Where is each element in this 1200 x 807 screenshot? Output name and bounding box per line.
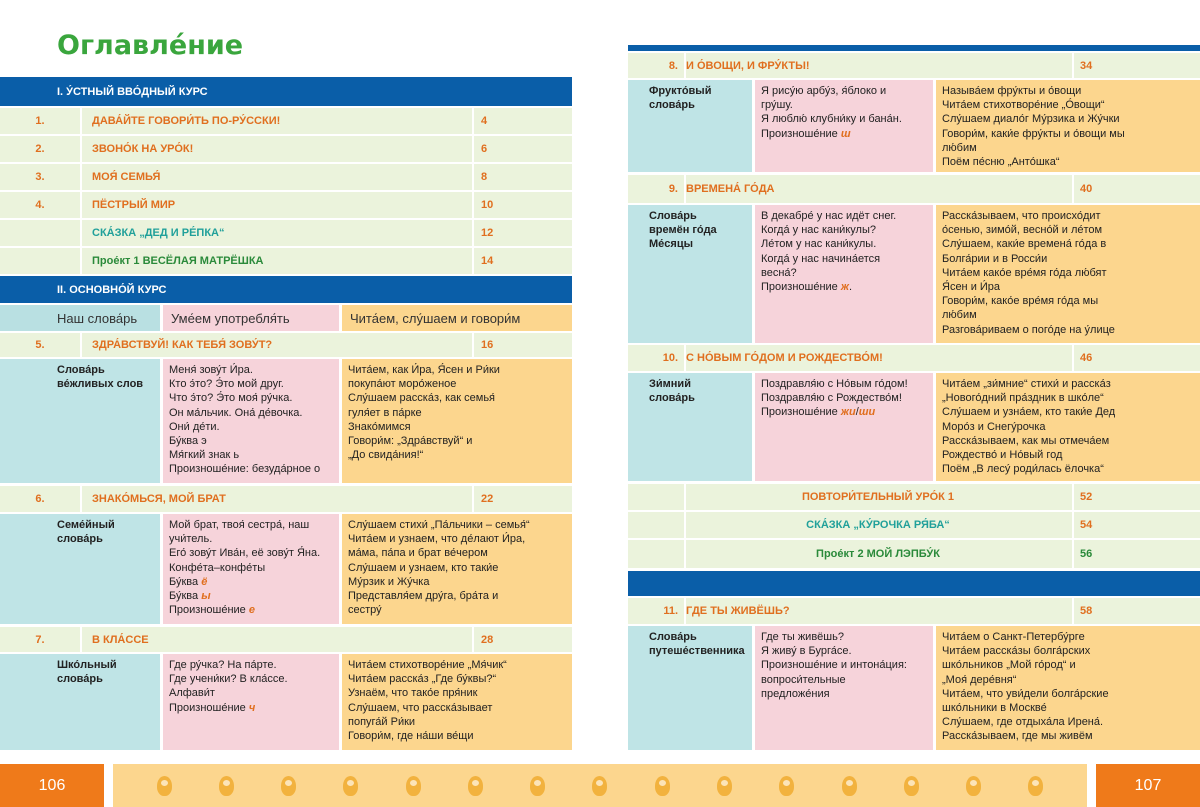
cell-line: Болга́рии и в Росси́и — [942, 252, 1048, 265]
cell-line: Мой брат, твоя́ сестра́, наш — [169, 519, 310, 531]
cell-line: предложе́ния — [761, 687, 830, 700]
toc-row-2[interactable] — [0, 136, 572, 164]
cell-line: Говори́м, каки́е фру́кты и о́вощи мы — [942, 127, 1125, 140]
cell-line: Поздравля́ю с Рождество́м! — [761, 392, 902, 405]
toc-row-page: 22 — [481, 493, 494, 505]
cell-line: сестру́ — [348, 604, 382, 617]
cell-line: покупа́ют моро́женое — [348, 378, 457, 391]
cell-line: Зи́мний — [649, 378, 691, 390]
skills-cell — [342, 514, 572, 624]
highlight-letter: ч — [248, 701, 256, 714]
matryoshka-icon — [1028, 776, 1043, 796]
vocabulary-cell — [0, 359, 160, 483]
unit-11-details — [628, 626, 1200, 750]
cell-line: Произноше́ние жи/ши — [761, 406, 876, 419]
grammar-cell — [755, 205, 933, 343]
vocabulary-cell — [628, 626, 752, 750]
cell-line: Он ма́льчик. Она́ де́вочка. — [169, 406, 303, 419]
column-header-vocabulary: Наш слова́рь — [0, 305, 160, 331]
matryoshka-icon — [219, 776, 234, 796]
skills-cell — [342, 359, 572, 483]
highlight-letter: ши — [858, 406, 876, 419]
cell-line: Знако́мимся — [348, 420, 411, 433]
unit-9-details — [628, 205, 1200, 343]
cell-line: гуля́ет в па́рке — [348, 406, 422, 419]
vocabulary-cell — [628, 80, 752, 172]
cell-line: Чита́ем, как И́ра, Я́сен и Ри́ки — [348, 364, 500, 376]
grammar-cell — [755, 80, 933, 172]
cell-line: шко́льников „Мой го́род“ и — [942, 659, 1076, 672]
toc-row-page: 34 — [1080, 59, 1093, 72]
unit-7-details — [0, 654, 572, 750]
toc-row-title: ЗДРА́ВСТВУЙ! КАК ТЕБЯ́ ЗОВУ́Т? — [92, 339, 273, 351]
cell-line: Слова́рь — [57, 364, 105, 376]
toc-row-5[interactable] — [0, 333, 572, 359]
cell-line: Поём пе́сню „Анто́шка“ — [942, 156, 1060, 169]
cell-line: Слова́рь — [649, 631, 697, 643]
cell-line: Слу́шаем, где отдыха́ла Ирена́. — [942, 716, 1104, 729]
cell-line: Что э́то? Э́то моя́ ру́чка. — [169, 392, 293, 405]
toc-row-number: 3. — [35, 171, 45, 183]
cell-line: Я́сен и И́ра — [942, 281, 1001, 294]
cell-line: Я люблю́ клубни́ку и бана́н. — [761, 113, 902, 126]
cell-line: Произноше́ние: безуда́рное о — [169, 463, 321, 476]
cell-line: Мя́гкий знак ь — [169, 449, 240, 462]
toc-row-number: 4. — [35, 199, 45, 211]
cell-line: Меня́ зову́т И́ра. — [169, 364, 253, 376]
cell-line: Рождество́ и Но́вый год — [942, 449, 1063, 462]
cell-line: Шко́льный — [57, 659, 117, 671]
toc-row-page: 56 — [1080, 548, 1093, 560]
toc-row-title: ПОВТОРИ́ТЕЛЬНЫЙ УРО́К 1 — [801, 491, 955, 503]
toc-row-title: ПЁСТРЫЙ МИР — [92, 199, 176, 211]
cell-line: Слу́шаем и узнаем, кто таки́е — [348, 561, 499, 574]
matryoshka-icon — [530, 776, 545, 796]
toc-row-number — [628, 540, 684, 568]
cell-line: слова́рь — [649, 392, 695, 405]
toc-row-7[interactable] — [0, 627, 572, 654]
cell-line: слова́рь — [57, 673, 103, 686]
toc-row-page: 6 — [481, 143, 488, 155]
matryoshka-icon — [655, 776, 670, 796]
cell-line: вопроси́тельные — [761, 673, 846, 686]
matryoshka-icon — [157, 776, 172, 796]
cell-line: Поздравля́ю с Но́вым го́дом! — [761, 378, 908, 390]
toc-row-title: СКА́ЗКА „КУ́РОЧКА РЯ́БА“ — [806, 519, 950, 531]
vocabulary-cell — [628, 205, 752, 343]
toc-row-review-1[interactable] — [628, 484, 1200, 512]
cell-line: Чита́ем расска́зы болга́рских — [942, 645, 1091, 658]
toc-row-number: 6. — [35, 493, 45, 505]
cell-line: Расска́зываем, как мы отмеча́ем — [942, 434, 1110, 447]
cell-line: лю́бим — [942, 141, 977, 154]
cell-line: Говори́м, где на́ши ве́щи — [348, 730, 474, 743]
cell-line: Его́ зову́т Ива́н, её зову́т Я́на. — [169, 547, 321, 560]
matryoshka-icon — [406, 776, 421, 796]
toc-row-title: Прое́кт 2 МОЙ ЛЭПБУ́К — [816, 548, 940, 560]
highlight-letter: е — [248, 604, 255, 617]
section-header-1: I. У́СТНЫЙ ВВО́ДНЫЙ КУРС — [0, 77, 572, 106]
toc-row-number — [0, 248, 80, 274]
cell-line: Чита́ем како́е вре́мя го́да лю́бят — [942, 266, 1107, 279]
cell-line: Они́ де́ти. — [169, 420, 220, 433]
toc-row-project-1[interactable] — [0, 248, 572, 276]
cell-line: Слова́рь — [649, 210, 697, 222]
vocabulary-cell — [0, 514, 160, 624]
grammar-cell — [163, 514, 339, 624]
grammar-cell — [755, 626, 933, 750]
toc-row-title: Прое́кт 1 ВЕСЁЛАЯ МАТРЁШКА — [92, 255, 264, 267]
matryoshka-strip — [113, 764, 1087, 807]
toc-row-title: И О́ВОЩИ, И ФРУ́КТЫ! — [686, 59, 810, 72]
toc-row-page: 54 — [1080, 519, 1093, 531]
toc-row-title: В КЛА́ССЕ — [92, 633, 149, 646]
cell-line: Алфави́т — [169, 687, 215, 700]
cell-line: Называ́ем фру́кты и о́вощи — [942, 85, 1082, 97]
cell-line: Говори́м, како́е вре́мя го́да мы — [942, 295, 1099, 308]
cell-line: Фрукто́вый — [649, 85, 712, 97]
cell-line: Разгова́риваем о пого́де на у́лице — [942, 323, 1115, 336]
cell-line: Чита́ем о Санкт-Петербу́рге — [942, 631, 1085, 643]
page-title: Оглавле́ние — [57, 30, 244, 61]
toc-row-8[interactable] — [628, 53, 1200, 80]
skills-cell — [936, 205, 1200, 343]
cell-line: Когда́ у нас кани́кулы? — [761, 224, 876, 237]
toc-row-number: 5. — [35, 339, 45, 351]
matryoshka-icon — [842, 776, 857, 796]
matryoshka-icon — [468, 776, 483, 796]
toc-row-10[interactable] — [628, 345, 1200, 373]
cell-line: Чита́ем стихотворе́ние „О́вощи“ — [942, 99, 1105, 112]
cell-line: Слу́шаем, каки́е времена́ го́да в — [942, 238, 1107, 251]
toc-row-number: 1. — [35, 115, 45, 127]
page-number-left: 106 — [0, 764, 104, 807]
toc-row-number — [628, 512, 684, 538]
toc-row-number: 8. — [668, 59, 678, 72]
toc-row-number: 2. — [35, 143, 45, 155]
skills-cell — [936, 373, 1200, 481]
toc-row-3[interactable] — [0, 164, 572, 192]
column-headers — [0, 305, 572, 331]
unit-8-details — [628, 80, 1200, 172]
toc-row-title: СКА́ЗКА „ДЕД И РЕ́ПКА“ — [92, 227, 225, 239]
cell-line: Поём „В лесу́ роди́лась ёлочка“ — [942, 463, 1104, 476]
cell-line: Бу́ква ы — [169, 590, 211, 603]
cell-line: Чита́ем расска́з „Где бу́квы?“ — [348, 673, 497, 686]
cell-line: слова́рь — [57, 533, 103, 546]
cell-line: Произноше́ние ж. — [761, 281, 853, 294]
grammar-cell — [163, 654, 339, 750]
column-header-skills: Чита́ем, слу́шаем и говори́м — [342, 305, 572, 331]
cell-line: учи́тель. — [169, 533, 213, 546]
cell-line: Чита́ем стихотворе́ние „Мя́чик“ — [348, 659, 507, 671]
skills-cell — [936, 80, 1200, 172]
toc-row-page: 46 — [1080, 352, 1093, 364]
cell-line: Моро́з и Снегу́рочка — [942, 420, 1046, 433]
cell-line: Расска́зываем, где мы живём — [942, 730, 1093, 743]
toc-row-9[interactable] — [628, 175, 1200, 205]
toc-row-6[interactable] — [0, 486, 572, 514]
matryoshka-icon — [904, 776, 919, 796]
toc-row-4[interactable] — [0, 192, 572, 220]
cell-line: Узнаём, что тако́е пря́ник — [348, 687, 478, 700]
cell-line: Где ру́чка? На па́рте. — [169, 659, 277, 671]
cell-line: ма́ма, па́па и брат ве́чером — [348, 547, 488, 560]
vocabulary-cell — [0, 654, 160, 750]
cell-line: Говори́м: „Здра́вствуй“ и — [348, 435, 473, 448]
cell-line: гру́шу. — [761, 99, 793, 112]
matryoshka-icon — [717, 776, 732, 796]
cell-line: ве́жливых слов — [57, 378, 144, 391]
cell-line: Бу́ква ё — [169, 575, 208, 588]
highlight-letter: ш — [840, 127, 851, 140]
toc-row-number: 11. — [663, 605, 678, 617]
toc-row-title: ГДЕ ТЫ ЖИВЁШЬ? — [686, 605, 790, 617]
cell-line: Му́рзик и Жу́чка — [348, 575, 430, 588]
column-header-grammar: Уме́ем употребля́ть — [163, 305, 339, 331]
toc-row-project-2[interactable] — [628, 540, 1200, 570]
cell-line: Произноше́ние е — [169, 604, 255, 617]
cell-line: В декабре́ у нас идёт снег. — [761, 210, 897, 222]
toc-row-number — [628, 484, 684, 510]
unit-6-details — [0, 514, 572, 624]
unit-10-details — [628, 373, 1200, 481]
grammar-cell — [163, 359, 339, 483]
toc-row-page: 16 — [481, 339, 494, 351]
toc-row-title: ЗНАКО́МЬСЯ, МОЙ БРАТ — [92, 493, 226, 505]
toc-row-tale-1[interactable] — [0, 220, 572, 248]
highlight-letter: ё — [201, 575, 208, 588]
page-number-right: 107 — [1096, 764, 1200, 807]
toc-row-title: ДАВА́ЙТЕ ГОВОРИ́ТЬ ПО-РУ́ССКИ! — [92, 115, 281, 127]
cell-line: Ме́сяцы — [649, 238, 693, 251]
toc-row-page: 4 — [481, 115, 488, 127]
cell-line: „Нового́дний пра́здник в шко́ле“ — [942, 392, 1104, 405]
cell-line: Слу́шаем и узна́ем, кто таки́е Дед — [942, 406, 1116, 419]
toc-row-page: 8 — [481, 171, 488, 183]
matryoshka-icon — [592, 776, 607, 796]
cell-line: „До свида́ния!“ — [348, 449, 424, 462]
top-blue-bar — [628, 45, 1200, 51]
cell-line: Чита́ем, что уви́дели болга́рские — [942, 687, 1109, 700]
toc-row-number: 10. — [662, 352, 678, 364]
cell-line: Произноше́ние ч — [169, 701, 256, 714]
cell-line: Когда́ у нас начина́ется — [761, 252, 881, 265]
toc-row-tale-2[interactable] — [628, 512, 1200, 540]
cell-line: лю́бим — [942, 309, 977, 322]
highlight-letter: ы — [201, 590, 211, 603]
cell-line: слова́рь — [649, 99, 695, 112]
cell-line: Где учени́ки? В кла́ссе. — [169, 673, 288, 686]
cell-line: шко́льники в Москве́ — [942, 702, 1047, 715]
cell-line: времён го́да — [649, 224, 717, 237]
cell-line: Чита́ем „зи́мние“ стихи́ и расска́з — [942, 378, 1111, 390]
toc-row-page: 52 — [1080, 491, 1093, 503]
toc-row-page: 40 — [1080, 183, 1093, 195]
toc-row-11[interactable] — [628, 598, 1200, 626]
cell-line: Я живу́ в Бурга́се. — [761, 645, 852, 658]
cell-line: Слу́шаем, что расска́зывает — [348, 701, 493, 714]
cell-line: путеше́ственника — [649, 645, 745, 658]
toc-row-title: ЗВОНО́К НА УРО́К! — [92, 143, 194, 155]
unit-5-details — [0, 359, 572, 483]
highlight-letter: ж — [840, 281, 849, 294]
cell-line: Конфе́та–конфе́ты — [169, 561, 266, 574]
cell-line: Произноше́ние ш — [761, 127, 851, 140]
toc-row-title: МОЯ́ СЕМЬЯ́ — [92, 171, 161, 183]
cell-line: Ле́том у нас кани́кулы. — [761, 238, 877, 251]
toc-row-page: 28 — [481, 633, 494, 646]
toc-row-page: 58 — [1080, 605, 1093, 617]
section-header-2: II. ОСНОВНО́Й КУРС — [0, 276, 572, 303]
cell-line: Слу́шаем стихи́ „Па́льчики – семья́“ — [348, 519, 530, 531]
toc-row-page: 14 — [481, 255, 494, 267]
cell-line: о́сенью, зимо́й, весно́й и ле́том — [942, 224, 1103, 237]
matryoshka-icon — [966, 776, 981, 796]
highlight-letter: жи — [840, 406, 856, 419]
cell-line: Чита́ем и узнаем, что де́лают И́ра, — [348, 533, 526, 546]
cell-line: попуга́й Ри́ки — [348, 715, 416, 728]
cell-line: Слу́шаем расска́з, как семья́ — [348, 392, 496, 405]
toc-row-page: 12 — [481, 227, 494, 239]
cell-line: Бу́ква э — [169, 435, 207, 448]
cell-line: весна́? — [761, 266, 797, 279]
cell-line: Семе́йный — [57, 519, 115, 531]
cell-line: Я рису́ю арбу́з, я́блоко и — [761, 85, 887, 97]
cell-line: Кто э́то? Э́то мой друг. — [169, 378, 284, 391]
matryoshka-icon — [343, 776, 358, 796]
toc-row-title: С НО́ВЫМ ГО́ДОМ И РОЖДЕСТВО́М! — [686, 352, 883, 364]
toc-row-number: 9. — [668, 183, 678, 195]
skills-cell — [936, 626, 1200, 750]
toc-row-number — [0, 220, 80, 246]
cell-line: Произноше́ние и интона́ция: — [761, 659, 907, 672]
vocabulary-cell — [628, 373, 752, 481]
toc-row-number: 7. — [35, 633, 45, 646]
matryoshka-icon — [779, 776, 794, 796]
cell-line: Представля́ем дру́га, бра́та и — [348, 590, 499, 603]
toc-row-title: ВРЕМЕНА́ ГО́ДА — [686, 183, 775, 195]
grammar-cell — [755, 373, 933, 481]
section-divider-bar — [628, 571, 1200, 596]
cell-line: Где ты живёшь? — [761, 631, 844, 643]
cell-line: Слу́шаем диало́г Му́рзика и Жу́чки — [942, 113, 1120, 126]
cell-line: „Моя́ дере́вня“ — [942, 673, 1017, 686]
skills-cell — [342, 654, 572, 750]
matryoshka-icon — [281, 776, 296, 796]
toc-row-1[interactable] — [0, 108, 572, 136]
toc-row-page: 10 — [481, 199, 494, 211]
cell-line: Расска́зываем, что происхо́дит — [942, 210, 1101, 222]
